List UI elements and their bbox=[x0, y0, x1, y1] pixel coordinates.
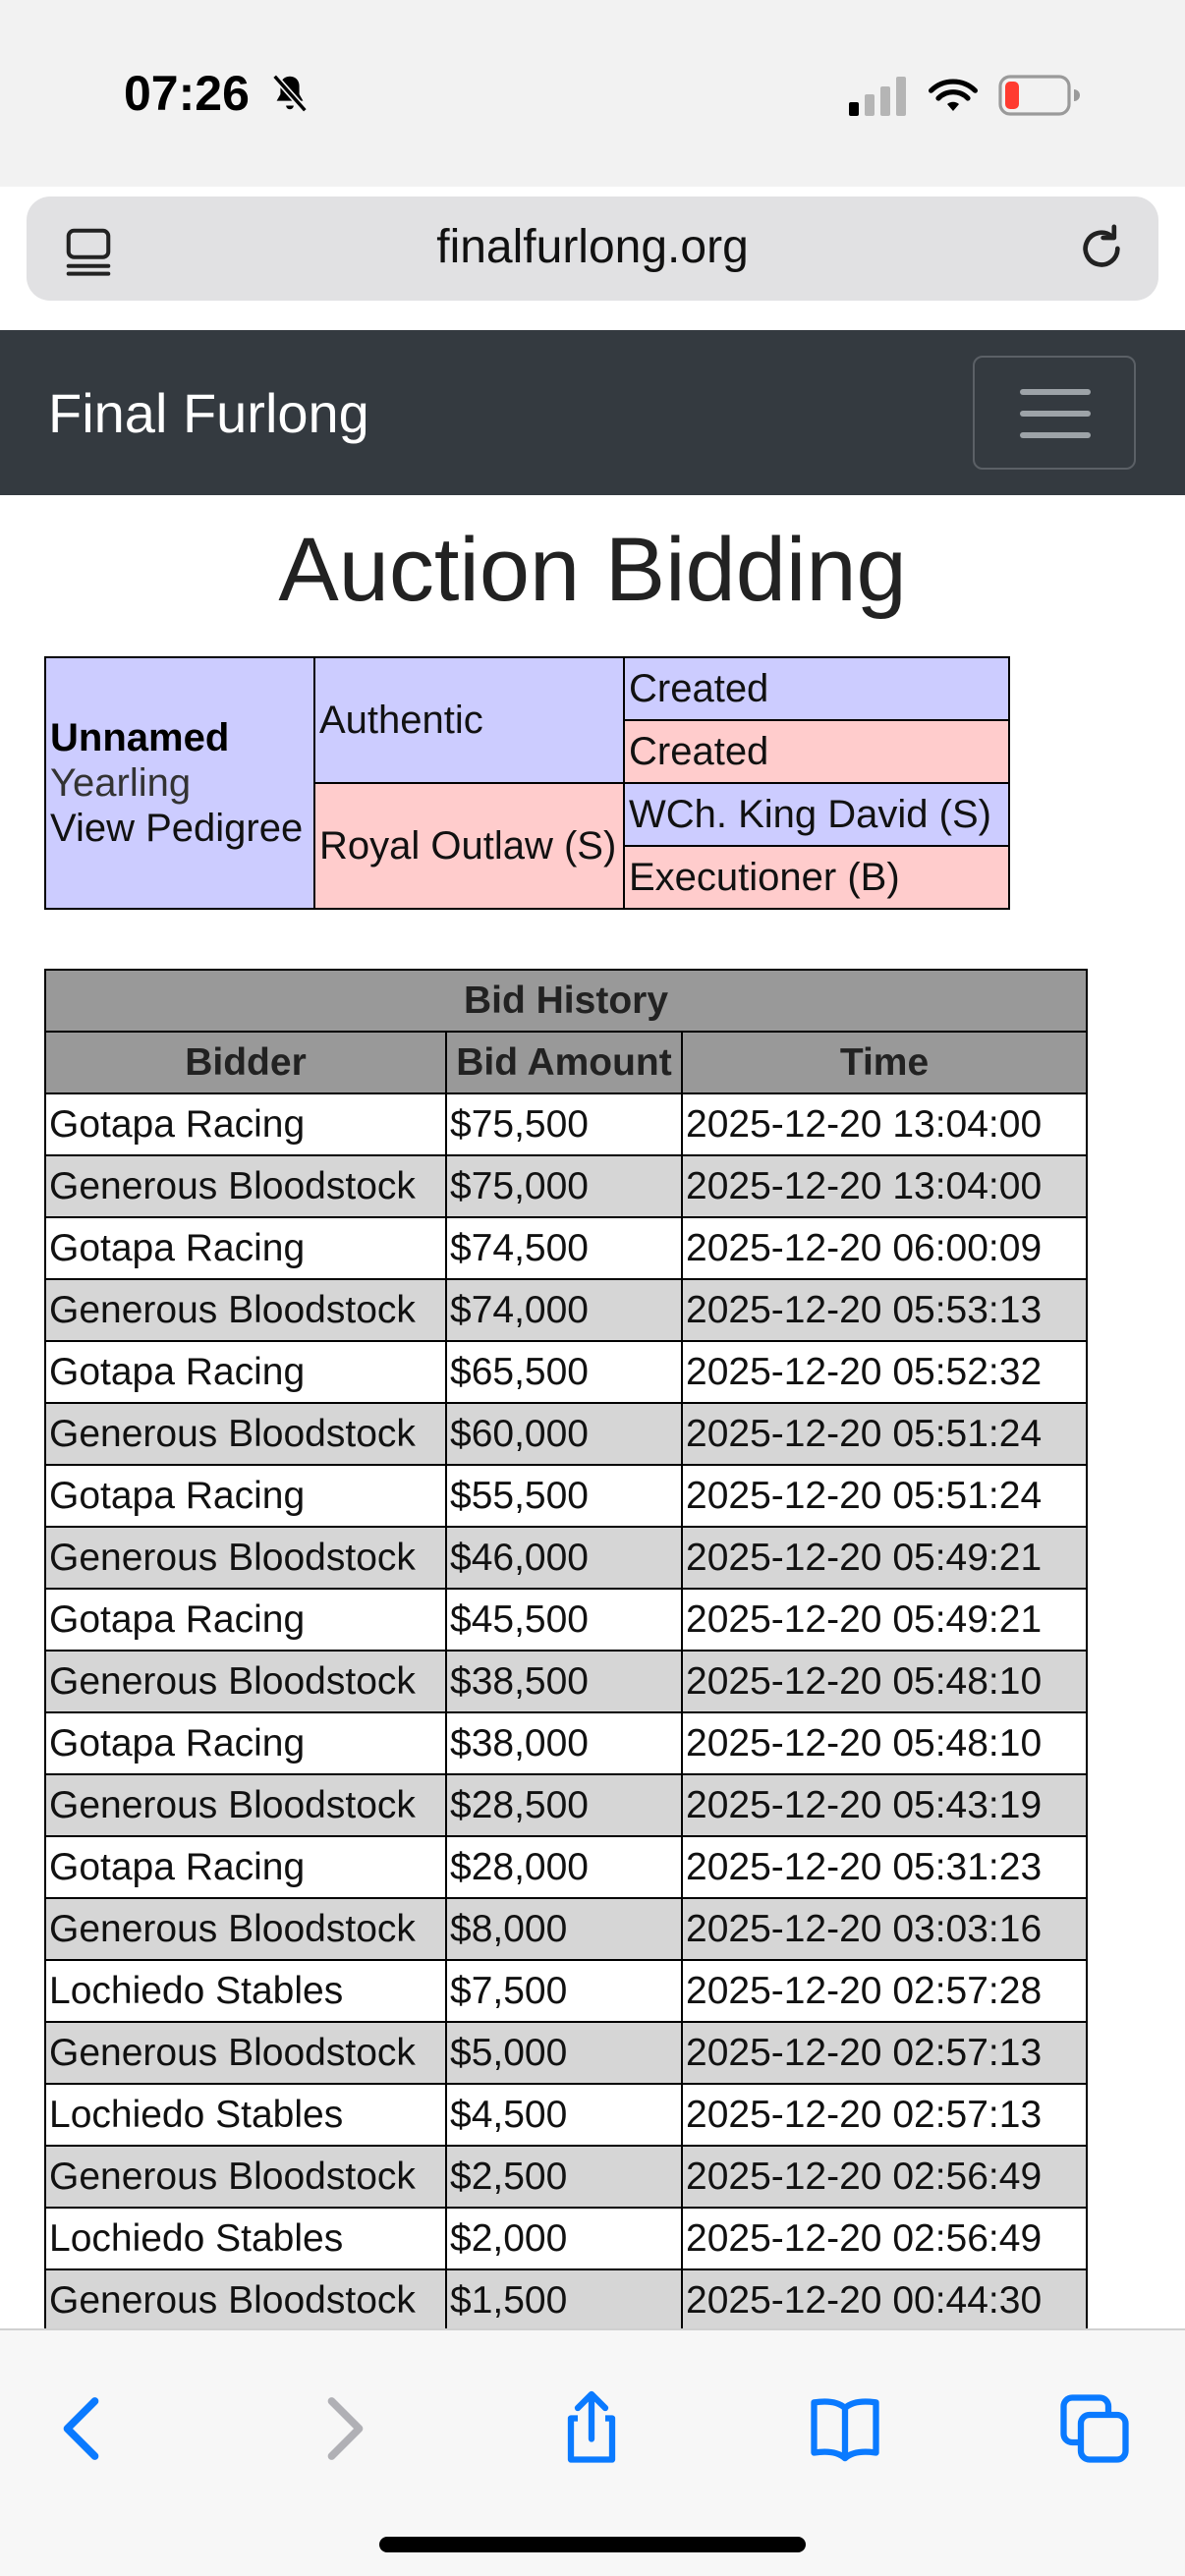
bid-row bbox=[45, 1527, 1087, 1589]
bid-time-cell: 2025-12-20 05:51:24 bbox=[682, 1403, 1087, 1465]
bid-amount-cell: $2,500 bbox=[446, 2146, 682, 2208]
bid-row bbox=[45, 2146, 1087, 2208]
share-icon[interactable] bbox=[550, 2387, 633, 2470]
bid-row bbox=[45, 2084, 1087, 2146]
bid-time-cell: 2025-12-20 05:43:19 bbox=[682, 1774, 1087, 1836]
bid-row bbox=[45, 2022, 1087, 2084]
bookmarks-icon[interactable] bbox=[804, 2387, 886, 2470]
bidder-cell: Gotapa Racing bbox=[45, 1465, 446, 1527]
bid-time-cell: 2025-12-20 05:31:23 bbox=[682, 1836, 1087, 1898]
bell-slash-icon bbox=[267, 71, 312, 116]
bid-row bbox=[45, 1093, 1087, 1155]
bidder-cell: Generous Bloodstock bbox=[45, 1279, 446, 1341]
bidder-cell: Lochiedo Stables bbox=[45, 1960, 446, 2022]
bid-time-cell: 2025-12-20 05:48:10 bbox=[682, 1651, 1087, 1712]
cellular-signal-icon bbox=[849, 77, 908, 116]
bid-amount-cell: $1,500 bbox=[446, 2269, 682, 2331]
bid-amount-cell: $38,000 bbox=[446, 1712, 682, 1774]
bid-amount-cell: $75,500 bbox=[446, 1093, 682, 1155]
bid-amount-cell: $8,000 bbox=[446, 1898, 682, 1960]
site-navbar bbox=[0, 330, 1185, 495]
bid-row bbox=[45, 1836, 1087, 1898]
bid-amount-cell: $28,500 bbox=[446, 1774, 682, 1836]
bid-time-cell: 2025-12-20 13:04:00 bbox=[682, 1155, 1087, 1217]
horse-info-cell bbox=[45, 657, 314, 909]
status-time: 07:26 bbox=[124, 66, 250, 121]
bidder-cell: Generous Bloodstock bbox=[45, 2146, 446, 2208]
hamburger-icon bbox=[1020, 411, 1091, 417]
bid-amount-cell: $46,000 bbox=[446, 1527, 682, 1589]
sire-cell[interactable]: Authentic bbox=[314, 657, 624, 783]
bid-amount-cell: $45,500 bbox=[446, 1589, 682, 1651]
bid-time-cell: 2025-12-20 00:44:30 bbox=[682, 2269, 1087, 2331]
bidder-cell: Lochiedo Stables bbox=[45, 2084, 446, 2146]
home-indicator bbox=[379, 2537, 806, 2552]
bid-row bbox=[45, 1712, 1087, 1774]
bid-row bbox=[45, 1341, 1087, 1403]
url-text[interactable]: finalfurlong.org bbox=[436, 221, 749, 273]
bid-time-cell: 2025-12-20 05:49:21 bbox=[682, 1527, 1087, 1589]
bidder-cell: Generous Bloodstock bbox=[45, 2269, 446, 2331]
bid-time-cell: 2025-12-20 02:56:49 bbox=[682, 2208, 1087, 2269]
site-brand[interactable]: Final Furlong bbox=[48, 382, 369, 444]
column-header-bidder: Bidder bbox=[45, 1032, 446, 1093]
bid-row bbox=[45, 1589, 1087, 1651]
dam-dam-cell[interactable]: Executioner (B) bbox=[624, 846, 1009, 909]
bid-amount-cell: $55,500 bbox=[446, 1465, 682, 1527]
reload-icon[interactable] bbox=[1074, 220, 1129, 277]
bid-row bbox=[45, 1898, 1087, 1960]
bid-history-table bbox=[44, 969, 1088, 2332]
bid-time-cell: 2025-12-20 05:53:13 bbox=[682, 1279, 1087, 1341]
bidder-cell: Generous Bloodstock bbox=[45, 1651, 446, 1712]
hamburger-icon bbox=[1020, 432, 1091, 438]
bid-time-cell: 2025-12-20 05:51:24 bbox=[682, 1465, 1087, 1527]
bid-amount-cell: $5,000 bbox=[446, 2022, 682, 2084]
hamburger-icon bbox=[1020, 389, 1091, 395]
bid-row bbox=[45, 2269, 1087, 2331]
bid-amount-cell: $38,500 bbox=[446, 1651, 682, 1712]
bid-time-cell: 2025-12-20 05:52:32 bbox=[682, 1341, 1087, 1403]
pedigree-table bbox=[44, 656, 1010, 910]
bid-amount-cell: $60,000 bbox=[446, 1403, 682, 1465]
bid-row bbox=[45, 1279, 1087, 1341]
bid-time-cell: 2025-12-20 02:56:49 bbox=[682, 2146, 1087, 2208]
bid-amount-cell: $28,000 bbox=[446, 1836, 682, 1898]
bid-row bbox=[45, 1651, 1087, 1712]
wifi-icon bbox=[928, 75, 979, 116]
bidder-cell: Generous Bloodstock bbox=[45, 1898, 446, 1960]
horse-name[interactable]: Unnamed bbox=[50, 716, 230, 759]
bid-amount-cell: $74,500 bbox=[446, 1217, 682, 1279]
bid-time-cell: 2025-12-20 06:00:09 bbox=[682, 1217, 1087, 1279]
column-header-time: Time bbox=[682, 1032, 1087, 1093]
bid-row bbox=[45, 1465, 1087, 1527]
bid-amount-cell: $7,500 bbox=[446, 1960, 682, 2022]
bidder-cell: Generous Bloodstock bbox=[45, 2022, 446, 2084]
dam-cell[interactable]: Royal Outlaw (S) bbox=[314, 783, 624, 909]
bid-time-cell: 2025-12-20 05:48:10 bbox=[682, 1712, 1087, 1774]
bid-time-cell: 2025-12-20 02:57:28 bbox=[682, 1960, 1087, 2022]
dam-sire-cell[interactable]: WCh. King David (S) bbox=[624, 783, 1009, 846]
bid-amount-cell: $75,000 bbox=[446, 1155, 682, 1217]
view-pedigree-link[interactable]: View Pedigree bbox=[50, 807, 304, 850]
bid-time-cell: 2025-12-20 02:57:13 bbox=[682, 2084, 1087, 2146]
column-header-bid-amount: Bid Amount bbox=[446, 1032, 682, 1093]
page-title: Auction Bidding bbox=[278, 520, 907, 620]
bid-time-cell: 2025-12-20 05:49:21 bbox=[682, 1589, 1087, 1651]
bidder-cell: Generous Bloodstock bbox=[45, 1155, 446, 1217]
bid-time-cell: 2025-12-20 02:57:13 bbox=[682, 2022, 1087, 2084]
bid-amount-cell: $74,000 bbox=[446, 1279, 682, 1341]
address-bar[interactable] bbox=[27, 196, 1158, 301]
bidder-cell: Generous Bloodstock bbox=[45, 1403, 446, 1465]
menu-toggle-button[interactable] bbox=[973, 356, 1136, 470]
bid-row bbox=[45, 1155, 1087, 1217]
bidder-cell: Generous Bloodstock bbox=[45, 1527, 446, 1589]
bidder-cell: Gotapa Racing bbox=[45, 1341, 446, 1403]
bid-time-cell: 2025-12-20 03:03:16 bbox=[682, 1898, 1087, 1960]
bid-amount-cell: $65,500 bbox=[446, 1341, 682, 1403]
bid-row bbox=[45, 1217, 1087, 1279]
sire-dam-cell[interactable]: Created bbox=[624, 720, 1009, 783]
bidder-cell: Gotapa Racing bbox=[45, 1589, 446, 1651]
bidder-cell: Lochiedo Stables bbox=[45, 2208, 446, 2269]
bid-time-cell: 2025-12-20 13:04:00 bbox=[682, 1093, 1087, 1155]
tabs-icon[interactable] bbox=[1053, 2387, 1136, 2470]
bid-row bbox=[45, 2208, 1087, 2269]
back-icon[interactable] bbox=[43, 2387, 126, 2470]
bid-row bbox=[45, 1774, 1087, 1836]
bid-amount-cell: $2,000 bbox=[446, 2208, 682, 2269]
forward-icon[interactable] bbox=[301, 2387, 383, 2470]
battery-low-icon bbox=[998, 75, 1081, 116]
bidder-cell: Gotapa Racing bbox=[45, 1836, 446, 1898]
bid-history-caption: Bid History bbox=[45, 970, 1087, 1032]
bidder-cell: Gotapa Racing bbox=[45, 1093, 446, 1155]
bidder-cell: Gotapa Racing bbox=[45, 1712, 446, 1774]
bidder-cell: Generous Bloodstock bbox=[45, 1774, 446, 1836]
horse-age: Yearling bbox=[50, 761, 192, 805]
sire-sire-cell[interactable]: Created bbox=[624, 657, 1009, 720]
bidder-cell: Gotapa Racing bbox=[45, 1217, 446, 1279]
bid-row bbox=[45, 1960, 1087, 2022]
bid-amount-cell: $4,500 bbox=[446, 2084, 682, 2146]
status-bar bbox=[0, 0, 1185, 187]
bid-row bbox=[45, 1403, 1087, 1465]
